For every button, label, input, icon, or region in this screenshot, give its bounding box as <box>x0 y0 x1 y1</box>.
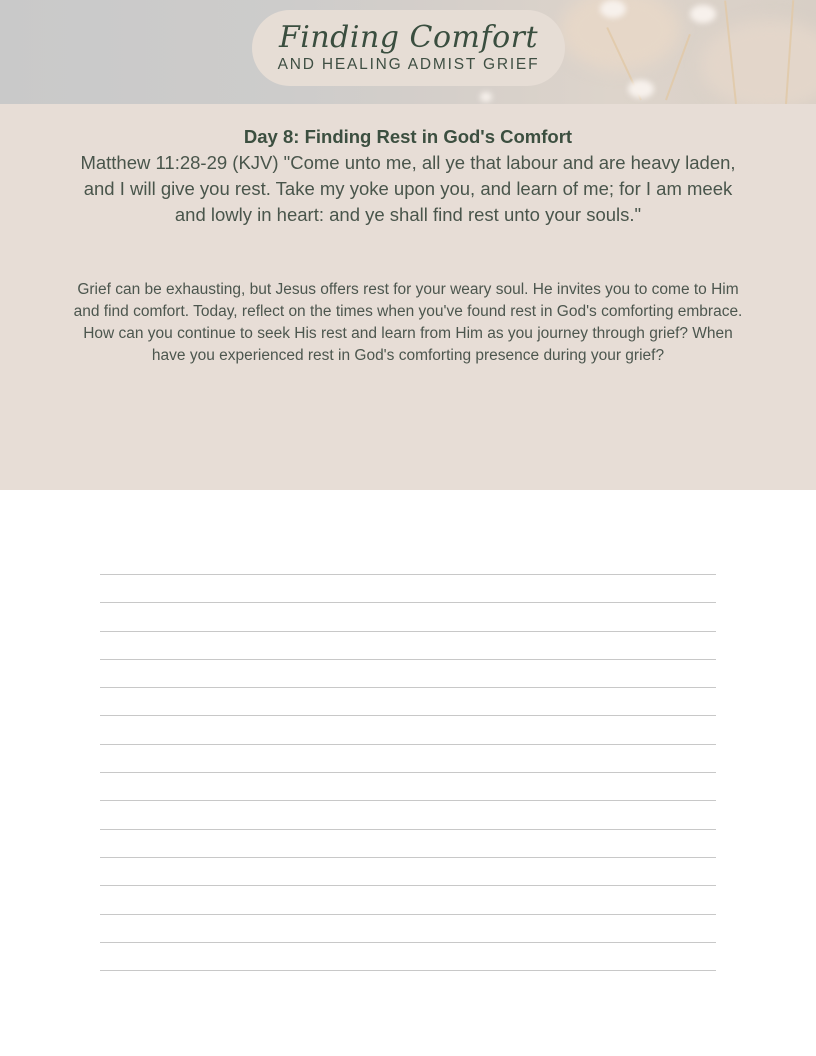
day-heading: Day 8: Finding Rest in God's Comfort <box>243 126 573 147</box>
flower-decoration <box>690 5 716 23</box>
journal-line <box>100 914 716 915</box>
journal-line <box>100 744 716 745</box>
journal-line <box>100 715 716 716</box>
journal-line <box>100 829 716 830</box>
journal-line <box>100 942 716 943</box>
title-badge <box>252 10 565 86</box>
journal-line <box>100 687 716 688</box>
reflection-prompt: Grief can be exhausting, but Jesus offers rest for your weary soul. He invites you to come to Him and find comfort. Today, reflect on the times when you've found rest in God's comforting embrace. How can you continue to seek His rest and learn from Him as you journey through grief? When have you experienced rest in God's comforting presence during your grief? <box>73 281 743 364</box>
journal-line <box>100 857 716 858</box>
journal-line <box>100 602 716 603</box>
journal-line <box>100 574 716 575</box>
flower-decoration <box>628 80 654 98</box>
page-subtitle: AND HEALING ADMIST GRIEF <box>277 56 540 73</box>
scripture-verse: Matthew 11:28-29 (KJV) "Come unto me, all ye that labour and are heavy laden, and I will give you rest. Take my yoke upon you, and learn of me; for I am meek and lowly in heart: and ye shall find rest unto your souls." <box>80 152 736 225</box>
journal-lines[interactable] <box>100 574 716 998</box>
journal-line <box>100 970 716 971</box>
page-title: Finding Comfort <box>278 20 539 55</box>
bokeh-decoration <box>700 20 816 104</box>
journal-line <box>100 800 716 801</box>
journal-line <box>100 885 716 886</box>
journal-line <box>100 631 716 632</box>
flower-decoration <box>600 0 626 18</box>
header-banner-image <box>0 0 816 104</box>
flower-decoration <box>480 92 492 102</box>
journal-line <box>100 772 716 773</box>
journal-line <box>100 659 716 660</box>
